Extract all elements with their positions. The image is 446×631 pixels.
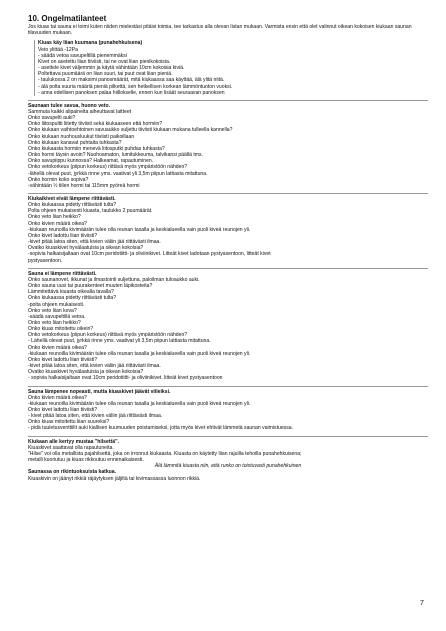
- section-heading: Saunaan tulee savua, huono veto.: [28, 102, 111, 109]
- section-line: - pidä tuuletusventtiilit auki kiallisen kuumuuden poistamiseksi, jotta myös kivet ehtivät lämmetä saunan vaimistuessa.: [28, 425, 293, 432]
- intro-paragraph: Jos kiuas tai sauna ei toimi kuten niiden mielestäsi pitäisi toimia, tee tarkastus alla olevan listan mukaan. Varmista ensin että olet valinnut oikean kokoisen kiukaan saunan tilavuuden mukaan.: [28, 24, 412, 37]
- section-line: -lähellä olevat puut, jyrkkä rinne yms. vaativat yli 3,5m piipun lattiasta mitattuna.: [28, 170, 208, 177]
- page-title: 10. Ongelmatilanteet: [28, 14, 107, 23]
- section-line: -kiukaan reunoilla kivimäärän tulee olla reunan tasalla ja keskialueella vain puoli kiveä reunojen yli.: [28, 400, 251, 407]
- section-line: Kiuaskivet saattavat olla rapautuneita.: [28, 444, 114, 451]
- troubleshooting-section: [34, 40, 428, 95]
- section-line: Kiuaskivin on jäänyt rikkiä räjäytyksen jäljiltä tai kivimassassa luonnon rikkiä.: [28, 475, 201, 482]
- section-line: - säädä vetoa savupeltillä pienemmäksi: [38, 52, 127, 59]
- section-line: - Lähellä olevat puut, jyrkkä rinne yms. vaativat yli 3,5m piipun lattiasta mitattuna.: [28, 338, 211, 345]
- section-line: Onko liitospultti liitetty tiiviisti sekä kiukaaseen että hormiin?: [28, 121, 163, 128]
- section-line: Onko veto liian heikko?: [28, 319, 81, 326]
- troubleshooting-section: [28, 436, 428, 482]
- section-line: Onko saunanovet, ikkunat ja ilmastointi suljettuna, paloilman tuloaukko auki.: [28, 276, 200, 283]
- section-line: - asettele kivet väljemmin ja käytä vähintään 10cm kokoisia kiviä.: [38, 65, 185, 72]
- section-heading: Sauna lämpenee nopeasti, mutta kiuaskivet jäävät viileiksi.: [28, 388, 171, 395]
- section-line: -kivet pitää latoa siten, että kivien väliin jää riittävästi ilmaa.: [28, 239, 161, 246]
- section-line: -polta ohjeen mukaisesti.: [28, 301, 85, 308]
- section-line: -vähintään ½ tiilen hormi tai 115mm pyöreä hormi: [28, 182, 140, 189]
- section-line: Onko veto liian heikko?: [28, 214, 81, 221]
- section-line: Sammuta kaikki alipaineita aiheuttavat laitteet: [28, 108, 132, 115]
- section-line: Onko kivien määrä oikea?: [28, 394, 87, 401]
- section-line: - kivet pitää latoa siten, että kivien väliin jää riittävästi ilmaa.: [28, 413, 163, 420]
- section-line: Onko kiukaasta hormiin menevä liitosputki puhdas tuhkasta?: [28, 145, 165, 152]
- section-heading: Kiukaan alle kertyy mustaa "hilsettä".: [28, 438, 119, 445]
- section-line: Onko savupelti auki?: [28, 115, 76, 122]
- section-heading: Kiukaikivet eivät lämpene riittävästi.: [28, 196, 116, 202]
- section-line: Onko hormi täysin avoin? Nuohoamaton, lumitukkeuma, talvikansi päällä tms.: [28, 152, 203, 159]
- section-line: Onko kivien määrä oikea?: [28, 344, 87, 351]
- section-line: "Hilse" voi olla metallista pajahilsettä, joka on irronnut kiukaasta. Kiuasta on käytetty liian rajuilla tehoilla punahehkuisena;: [28, 450, 302, 457]
- section-line: -kiukaan reunoilla kivimäärän tulee olla reunan tasalla ja keskialueella vain puoli kiveä reunojen yli.: [28, 350, 251, 357]
- troubleshooting-section: [28, 193, 428, 264]
- section-line: Onko vetokorkeus (piipun korkeus) riittävä myös ympäristöön nähden?: [28, 332, 188, 339]
- section-line: - taulukossa 2 on maksimi panosmäärät, mitä kiukaassa saa käyttää, älä ylitä niitä.: [38, 77, 225, 84]
- section-line: Veto ylittää -12Pa: [38, 46, 78, 53]
- troubleshooting-section: [28, 386, 428, 432]
- section-line: -säädä savupeltillä vetoa.: [28, 313, 86, 320]
- section-line: Onko kiukaassa pidetty riittävästi tulta?: [28, 295, 117, 302]
- section-line: Onko kiuas mitoitettu oikein?: [28, 326, 94, 333]
- section-line: Onko hormin koko sopiva?: [28, 176, 89, 183]
- section-line: Onko kivet ladottu liian tiiviisti?: [28, 232, 98, 239]
- section-line: Onko kivet ladottu liian tiiviisti?: [28, 407, 98, 413]
- section-line: -kivet pitää latoa siten, että kivien väliin jää riittävästi ilmaa.: [28, 363, 161, 370]
- page-number: 7: [420, 600, 424, 607]
- section-line: Ovatko kiuaskivet hyvälaatuisia ja oikean kokoisia?: [28, 245, 144, 252]
- section-line: Onko savupiippu kunnossa? Halkeamat, rapautuminen.: [28, 158, 154, 165]
- document-page: [28, 14, 428, 486]
- section-line: Älä lämmitä kiuasta niin, että runko on toistuvasti punahehkuinen: [154, 463, 302, 470]
- section-line: Onko kiuas mitoitettu liian suureksi?: [28, 419, 110, 426]
- section-line: Onko kiukaan vaihtoehtoinen savuaukko suljettu tiiviisti kiukaan mukana tulleella kannella?: [28, 127, 233, 134]
- section-line: Poltettava puumäärä on liian suuri, tai puut ovat liian pieniä.: [38, 71, 173, 78]
- section-line: Onko kiukaan kanavat puhtaita tuhkasta?: [28, 139, 122, 146]
- troubleshooting-section: [28, 100, 428, 189]
- section-line: Onko kivet ladottu liian tiiviisti?: [28, 356, 98, 363]
- troubleshooting-sections: [28, 40, 428, 481]
- section-line: Onko veto liian kova?: [28, 307, 77, 314]
- section-line: Polta ohjeen mukaisesti kiuasta, taulukko 2 puumäärät.: [28, 208, 153, 215]
- section-line: -sopivia halkaisijaltaan ovat 10cm peridotiitti- ja oliviinikivet. Litteät kivet ladotaan pystyasentoon, litteät kivet: [28, 251, 271, 258]
- section-line: Onko kivien määrä oikea?: [28, 220, 87, 227]
- section-line: Onko kiukaan nuohousluukut tiiviisti paikoillaan: [28, 133, 135, 140]
- section-line: - sopivia halkaisijaltaan ovat 10cm peridotiitti- ja oliviinikivet. litteät kivet pystyasentoon: [28, 375, 223, 382]
- section-heading: Sauna ei lämpene riittävästi.: [28, 270, 97, 277]
- section-line: pystyasentoon.: [28, 257, 63, 264]
- section-heading: Kiuas käy liian kuumana (punahehkuisena): [38, 40, 143, 47]
- section-line: Onko sauna uusi tai puurakenteet muuten läpikosteita?: [28, 283, 153, 290]
- section-line: Onko vetokorkeus (piipun korkeus) riittävä myös ympäristöön nähden?: [28, 164, 188, 171]
- section-line: Onko kiukaassa pidetty riittävästi tulta?: [28, 202, 117, 209]
- section-line: - älä polta suuria määriä pieniä pilkettä, sen hetkellisen korkean lämmöntuoton vuoksi.: [38, 83, 233, 90]
- section-line: Ovatko kiuaskivet hyvälaatuisia ja oikean kokoisia?: [28, 369, 144, 376]
- section-line: - anna edellisen panoksen palaa hiillokselle, ennen kun lisäät seuraavan panoksen: [38, 89, 225, 96]
- section-heading: Saunassa on rikintuoksuista katkua.: [28, 469, 117, 476]
- section-line: Lämmitettävä kiuasta oikealla tavalla?: [28, 289, 114, 296]
- section-line: -kiukaan reunoilla kivimäärän tulee olla reunan tasalla ja keskialueella vain puoli kiveä reunojen yli.: [28, 226, 251, 233]
- section-line: Kivet on asetettu liian tiiviisti, tai ne ovat liian pienikokoisia.: [38, 58, 171, 65]
- section-line: metalli kuoriutuu ja kiuas rikkoutuu ennenaikaisesti.: [28, 457, 144, 464]
- troubleshooting-section: [28, 268, 428, 382]
